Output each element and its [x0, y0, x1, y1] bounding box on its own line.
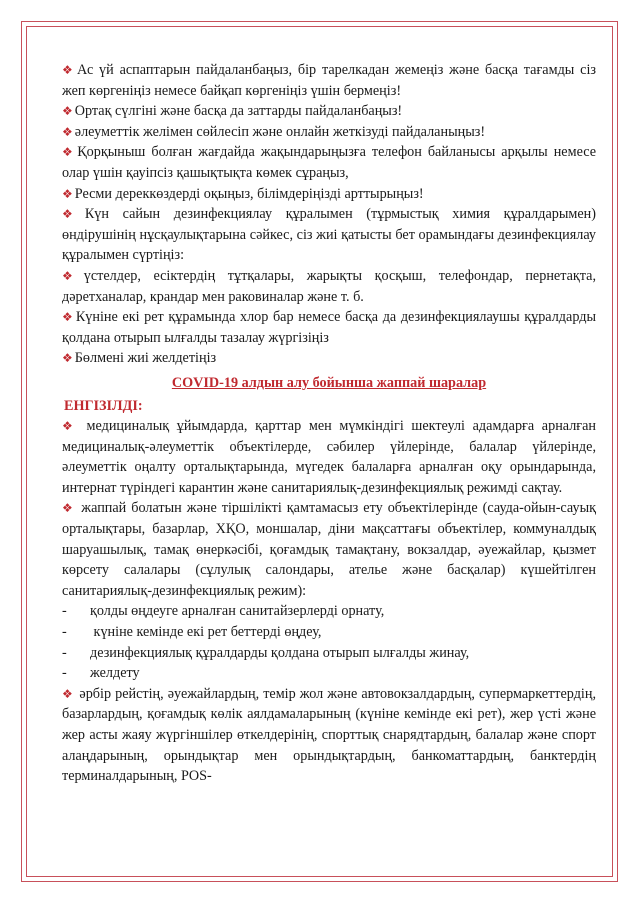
dash-item-text: қолды өңдеуге арналған санитайзерлерді орнату,: [90, 603, 385, 620]
list-item-text: Бөлмені жиі желдетіңіз: [74, 350, 217, 367]
list-item-text: Ортақ сүлгіні және басқа да заттарды пайдаланбаңыз!: [74, 103, 403, 120]
list-item: [62, 142, 596, 183]
dash-marker: -: [62, 603, 67, 620]
list-item: [62, 307, 596, 348]
list-item: [62, 101, 596, 122]
dash-marker: -: [62, 644, 67, 661]
list-item: [62, 266, 596, 307]
dash-item: [62, 601, 596, 622]
measure-text: жаппай болатын және тіршілікті қамтамасыз ету объектілерінде (сауда-ойын-сауық орталықтары, базарлар, ХҚО, моншалар, діни мақсаттағы объектілер, коммуналдық шаруашылық, тамақ өнеркәсібі, қоғамдық тамақтану, вокзалдар, әуежайлар, қызмет көрсету салалары (сұлулық салондары, ателье және басқалар) күшейтілген санитариялық-дезинфекциялық режим):: [62, 500, 596, 599]
list-item-text: Ас үй аспаптарын пайдаланбаңыз, бір тарелкадан жемеңіз және басқа тағамды сіз жеп көргеніңіз немесе байқап көргеніңіз үшін бермеңіз!: [62, 62, 596, 99]
measure-text: медициналық ұйымдарда, қарттар мен мүмкіндігі шектеулі адамдарға арналған медициналық-әлеуметтік объектілерде, сәбилер үйлерінде, балалар үйлерінде, әлеуметтік оңалту орталықтарында, мүгедек балаларға арналған оқу орындарында, интернат түріндегі карантин және санитариялық-дезинфекциялық режимді сақтау.: [62, 418, 596, 496]
bullet-icon: ❖: [62, 207, 83, 222]
section-subtitle: ЕНГІЗІЛДІ:: [64, 397, 143, 414]
bullet-icon: ❖: [62, 310, 74, 325]
advice-list: [62, 60, 596, 369]
dash-item: [62, 643, 596, 664]
dash-marker: -: [62, 665, 67, 682]
list-item: [62, 204, 596, 266]
list-item-text: Ресми дереккөздерді оқыңыз, білімдеріңізді арттырыңыз!: [74, 185, 424, 202]
section-title: COVID-19 алдын алу бойынша жаппай шаралар: [171, 374, 487, 391]
list-item: [62, 348, 596, 369]
dash-item: [62, 622, 596, 643]
dash-item-text: дезинфекциялық құралдарды қолдана отырып ылғалды жинау,: [90, 644, 470, 661]
measure-paragraph: [62, 684, 596, 787]
measure-paragraph: [62, 498, 596, 601]
list-item-text: Қорқыныш болған жағдайда жақындарыңызға телефон байланысы арқылы немесе олар үшін қауіпсіз қашықтықта көмек сұраңыз,: [62, 144, 596, 181]
measure-paragraph: [62, 416, 596, 498]
bullet-icon: ❖: [62, 104, 73, 119]
bullet-icon: ❖: [62, 686, 74, 701]
bullet-icon: ❖: [62, 268, 82, 283]
list-item-text: Күн сайын дезинфекциялау құралымен (тұрмыстық химия құралдарымен) өндірушінің нұсқаулықтарына сәйкес, сіз жиі қатысты бет орамындағы дезинфекциялау құралымен сүртіңіз:: [62, 206, 596, 264]
dash-item-text: күніне кемінде екі рет беттерді өңдеу,: [90, 624, 322, 641]
dash-marker: -: [62, 624, 67, 641]
bullet-icon: ❖: [62, 419, 77, 434]
list-item: [62, 60, 596, 101]
list-item-text: әлеуметтік желімен сөйлесіп және онлайн жеткізуді пайдаланыңыз!: [74, 123, 486, 140]
list-item: [62, 184, 596, 205]
dash-item-text: желдету: [90, 665, 140, 682]
list-item-text: үстелдер, есіктердің тұтқалары, жарықты қосқыш, телефондар, пернетақта, дәретханалар, крандар мен раковиналар және т. б.: [62, 267, 596, 305]
bullet-icon: ❖: [62, 145, 76, 160]
dash-list: [62, 601, 596, 683]
dash-item: [62, 663, 596, 684]
list-item-text: Күніне екі рет құрамында хлор бар немесе басқа да дезинфекциялаушы құралдарды қолдана отырып ылғалды тазалау жүргізіңіз: [62, 309, 596, 346]
bullet-icon: ❖: [62, 124, 73, 139]
document-body: [62, 60, 596, 787]
bullet-icon: ❖: [62, 63, 76, 77]
measure-text: әрбір рейстің, әуежайлардың, темір жол және автовокзалдардың, супермаркеттердің, базарлардың, қоғамдық көлік аялдамаларының (күніне кемінде екі рет), жер үсті және жер асты жаяу жүргіншілер өткелдерінің, спорттық снарядтардың, балалар және спорт алаңдарының, орындықтар мен орындықтардың, банкоматтардың, банктердің терминалдарының, POS-: [62, 685, 597, 785]
list-item: [62, 122, 596, 143]
bullet-icon: ❖: [62, 351, 73, 366]
bullet-icon: ❖: [62, 186, 73, 201]
bullet-icon: ❖: [62, 501, 75, 516]
